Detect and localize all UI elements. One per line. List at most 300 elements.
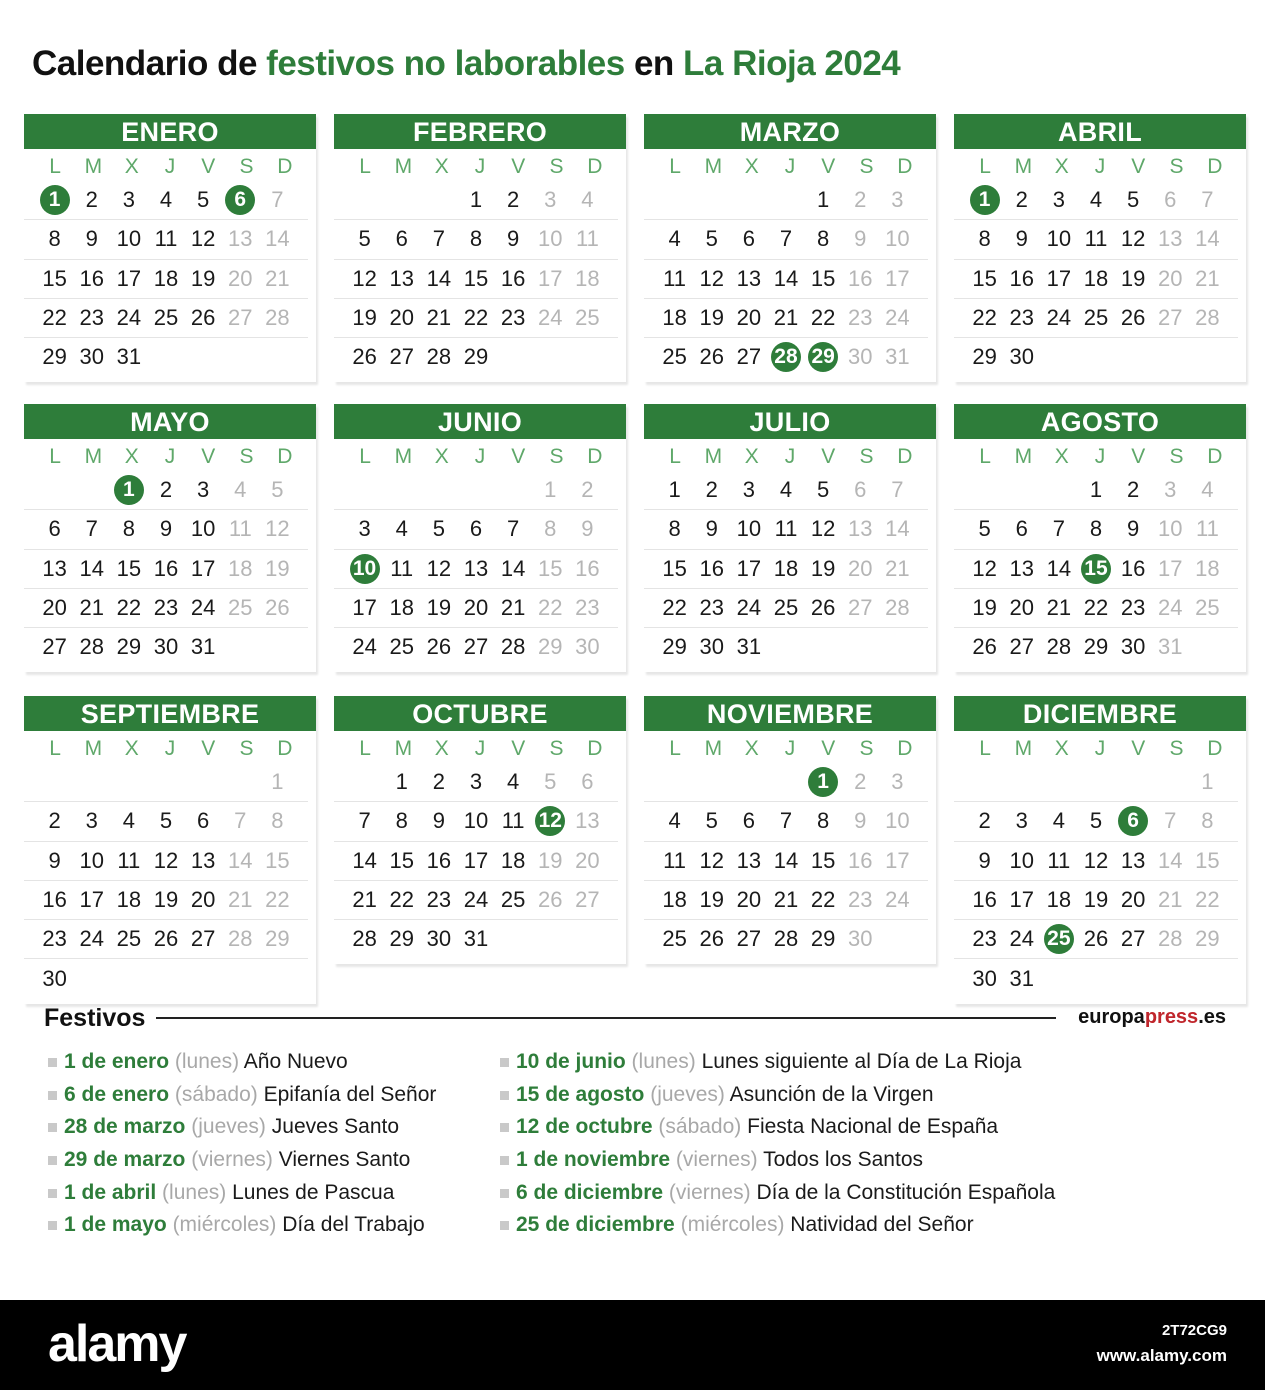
holiday-weekday: (viernes) — [668, 1180, 751, 1204]
week-row — [24, 510, 308, 549]
empty-cell — [1115, 763, 1152, 801]
holiday-name: Natividad del Señor — [790, 1213, 974, 1237]
weekday-header-row — [24, 153, 316, 181]
weekday-label: M — [84, 737, 103, 760]
day-cell: 19 — [190, 265, 216, 291]
day-cell: 20 — [190, 887, 216, 913]
holiday-weekday: (lunes) — [174, 1050, 240, 1073]
day-cell: 5 — [197, 187, 210, 213]
empty-cell — [1077, 338, 1114, 376]
week-row — [24, 589, 308, 628]
holiday-weekday: (jueves) — [650, 1082, 725, 1106]
day-cell: 22 — [972, 305, 997, 331]
day-cell: 4 — [234, 477, 247, 503]
week-row — [334, 802, 618, 841]
week-row — [954, 802, 1238, 841]
day-cell: 21 — [352, 887, 377, 913]
day-cell: 6 — [854, 477, 867, 503]
week-row — [954, 338, 1238, 376]
week-row — [24, 550, 308, 589]
day-cell: 26 — [153, 926, 179, 952]
day-cell: 27 — [736, 926, 762, 952]
section-divider — [156, 1017, 1056, 1019]
holiday-day-cell — [1040, 920, 1077, 958]
day-cell: 3 — [544, 187, 557, 213]
weekday-label: D — [897, 445, 913, 468]
empty-cell — [767, 628, 804, 666]
weekday-header-row — [334, 735, 626, 763]
alamy-logo: alamy — [48, 1315, 186, 1373]
holiday-name: Viernes Santo — [278, 1148, 411, 1172]
weekday-label: M — [84, 155, 103, 178]
day-cell: 5 — [1127, 187, 1140, 213]
weekday-header-row — [954, 443, 1246, 471]
empty-cell — [879, 628, 916, 666]
day-cell: 16 — [1009, 265, 1034, 291]
weekday-label: J — [1094, 155, 1106, 178]
day-cell: 5 — [817, 477, 830, 503]
week-row — [954, 763, 1238, 802]
day-cell: 21 — [1046, 595, 1072, 621]
week-row — [24, 260, 308, 299]
weekday-label: J — [784, 737, 796, 760]
title-part-2: festivos no laborables — [266, 44, 625, 83]
day-cell: 18 — [228, 555, 253, 581]
week-row — [644, 260, 928, 299]
day-cell: 10 — [190, 516, 216, 542]
day-cell: 17 — [1046, 265, 1072, 291]
weekday-label: D — [897, 737, 913, 760]
day-cell: 24 — [736, 595, 762, 621]
day-cell: 18 — [1195, 555, 1220, 581]
day-cell: 31 — [116, 344, 142, 370]
weekday-label: X — [744, 445, 759, 468]
day-cell: 22 — [1083, 595, 1109, 621]
day-cell: 2 — [581, 477, 594, 503]
day-cell: 7 — [432, 226, 445, 252]
month-header: OCTUBRE — [334, 696, 626, 731]
day-cell: 5 — [1089, 808, 1103, 834]
day-cell: 13 — [190, 847, 216, 873]
day-cell: 15 — [42, 265, 67, 291]
weekday-label: S — [239, 737, 254, 760]
holiday-day-cell — [222, 181, 259, 219]
week-row — [334, 181, 618, 220]
holiday-name: Año Nuevo — [243, 1050, 348, 1073]
month-header: JUNIO — [334, 404, 626, 439]
day-cell: 27 — [190, 926, 216, 952]
weekday-label: L — [49, 445, 61, 468]
holiday-name: Asunción de la Virgen — [729, 1082, 934, 1106]
day-cell: 4 — [1089, 187, 1103, 213]
day-cell: 25 — [1083, 305, 1109, 331]
week-row — [954, 181, 1238, 220]
holiday-date: 15 de agosto — [516, 1082, 645, 1106]
weekday-label: V — [511, 737, 526, 760]
week-row — [954, 510, 1238, 549]
empty-cell — [1003, 471, 1040, 509]
empty-cell — [569, 920, 606, 958]
day-cell: 11 — [390, 555, 414, 581]
day-cell: 8 — [469, 226, 483, 252]
holiday-item — [48, 1111, 436, 1144]
holiday-weekday: (sábado) — [658, 1115, 742, 1139]
weekday-header-row — [334, 153, 626, 181]
weekday-label: D — [587, 737, 603, 760]
weekday-label: J — [164, 155, 176, 178]
day-cell: 10 — [1158, 516, 1183, 542]
weekday-label: D — [587, 155, 603, 178]
month-agosto — [954, 404, 1246, 672]
week-row — [334, 471, 618, 510]
day-cell: 28 — [426, 344, 452, 370]
day-cell: 29 — [1083, 634, 1109, 660]
week-row — [954, 920, 1238, 959]
day-cell: 11 — [663, 847, 686, 873]
day-cell: 11 — [228, 516, 252, 542]
day-cell: 19 — [699, 887, 724, 913]
day-cell: 8 — [668, 516, 681, 542]
weekday-label: D — [1207, 445, 1223, 468]
day-cell: 17 — [736, 555, 762, 581]
day-cell: 4 — [779, 477, 793, 503]
day-cell: 15 — [116, 555, 142, 581]
day-cell: 24 — [885, 887, 910, 913]
weekday-label: V — [1131, 155, 1146, 178]
day-cell: 25 — [662, 344, 687, 370]
day-cell: 9 — [978, 847, 991, 873]
empty-cell — [495, 471, 532, 509]
day-cell: 27 — [463, 634, 489, 660]
empty-cell — [532, 920, 569, 958]
day-cell: 2 — [507, 187, 520, 213]
day-cell: 13 — [463, 555, 489, 581]
weekday-label: D — [277, 445, 293, 468]
weekday-label: J — [474, 155, 486, 178]
holiday-date: 1 de noviembre — [516, 1148, 671, 1172]
day-cell: 17 — [885, 265, 910, 291]
empty-cell — [1189, 959, 1226, 997]
day-cell: 10 — [463, 808, 489, 834]
day-cell: 11 — [774, 516, 798, 542]
weekday-label: X — [434, 445, 449, 468]
week-row — [24, 338, 308, 376]
holiday-marker: 28 — [771, 342, 801, 372]
empty-cell — [259, 338, 296, 376]
weekday-label: L — [669, 155, 681, 178]
day-cell: 7 — [1052, 516, 1065, 542]
holiday-item — [500, 1079, 1055, 1112]
week-row — [644, 881, 928, 920]
day-cell: 15 — [972, 265, 997, 291]
day-cell: 30 — [79, 344, 104, 370]
day-cell: 7 — [358, 808, 371, 834]
weekday-label: X — [744, 155, 759, 178]
day-cell: 22 — [116, 595, 142, 621]
day-cell: 20 — [228, 265, 253, 291]
empty-cell — [1040, 959, 1077, 997]
holiday-date: 6 de diciembre — [516, 1180, 664, 1204]
day-cell: 6 — [742, 808, 755, 834]
weekday-label: S — [859, 445, 874, 468]
weekday-label: J — [1094, 445, 1106, 468]
weekday-label: V — [201, 737, 216, 760]
day-cell: 26 — [426, 634, 452, 660]
day-cell: 2 — [159, 477, 173, 503]
day-cell: 21 — [1158, 887, 1183, 913]
day-cell: 27 — [228, 305, 253, 331]
day-cell: 9 — [854, 808, 867, 834]
holiday-day-cell — [532, 802, 569, 840]
holidays-list-right — [500, 1046, 1055, 1242]
day-cell: 26 — [538, 887, 563, 913]
day-cell: 7 — [507, 516, 520, 542]
day-cell: 10 — [736, 516, 762, 542]
day-cell: 12 — [265, 516, 290, 542]
day-cell: 25 — [575, 305, 600, 331]
day-cell: 8 — [544, 516, 557, 542]
day-cell: 29 — [972, 344, 997, 370]
weekday-label: M — [1014, 155, 1033, 178]
day-cell: 4 — [1052, 808, 1065, 834]
month-header: FEBRERO — [334, 114, 626, 149]
day-cell: 27 — [389, 344, 414, 370]
day-cell: 28 — [1046, 634, 1072, 660]
day-cell: 3 — [891, 187, 904, 213]
empty-cell — [420, 181, 457, 219]
day-cell: 11 — [663, 265, 686, 291]
day-cell: 26 — [810, 595, 836, 621]
day-cell: 4 — [581, 187, 594, 213]
empty-cell — [693, 763, 730, 801]
weekday-label: X — [124, 445, 139, 468]
day-cell: 20 — [389, 305, 414, 331]
day-cell: 15 — [810, 847, 836, 873]
day-cell: 20 — [736, 305, 762, 331]
day-cell: 20 — [1009, 595, 1034, 621]
month-octubre — [334, 696, 626, 964]
day-cell: 23 — [42, 926, 67, 952]
weekday-header-row — [334, 443, 626, 471]
holiday-date: 1 de abril — [64, 1180, 157, 1204]
week-row — [334, 338, 618, 376]
holiday-name: Lunes siguiente al Día de La Rioja — [701, 1050, 1022, 1073]
day-cell: 22 — [538, 595, 563, 621]
weekday-label: L — [49, 155, 61, 178]
day-cell: 19 — [426, 595, 452, 621]
holiday-day-cell — [805, 338, 842, 376]
day-cell: 2 — [1127, 477, 1140, 503]
month-header: MAYO — [24, 404, 316, 439]
holiday-item — [500, 1177, 1055, 1210]
empty-cell — [805, 628, 842, 666]
empty-cell — [185, 338, 222, 376]
day-cell: 17 — [538, 265, 563, 291]
day-cell: 4 — [122, 808, 135, 834]
month-header: ABRIL — [954, 114, 1246, 149]
holiday-date: 25 de diciembre — [516, 1213, 675, 1237]
week-row — [954, 220, 1238, 259]
day-cell: 14 — [265, 226, 290, 252]
day-cell: 31 — [1009, 965, 1034, 991]
bullet-square-icon — [500, 1123, 509, 1132]
day-cell: 18 — [662, 305, 687, 331]
week-row — [334, 628, 618, 666]
holiday-item — [500, 1209, 1055, 1242]
empty-cell — [259, 628, 296, 666]
week-row — [334, 220, 618, 259]
week-row — [24, 220, 308, 259]
bullet-square-icon — [500, 1091, 509, 1100]
day-cell: 6 — [1015, 516, 1028, 542]
weekday-label: X — [1054, 737, 1069, 760]
day-cell: 24 — [538, 305, 563, 331]
empty-cell — [966, 471, 1003, 509]
weekday-label: X — [1054, 445, 1069, 468]
day-cell: 21 — [426, 305, 452, 331]
day-cell: 17 — [1158, 555, 1183, 581]
bullet-square-icon — [500, 1221, 509, 1230]
day-cell: 24 — [79, 926, 104, 952]
day-cell: 29 — [389, 926, 414, 952]
empty-cell — [383, 471, 420, 509]
holiday-item — [48, 1046, 436, 1079]
week-row — [644, 550, 928, 589]
weekday-label: L — [979, 155, 991, 178]
week-row — [954, 299, 1238, 338]
holiday-weekday: (viernes) — [191, 1148, 273, 1172]
day-cell: 3 — [742, 477, 755, 503]
image-id: 2T72CG9 — [1161, 1322, 1227, 1339]
bullet-square-icon — [500, 1058, 509, 1067]
bullet-square-icon — [48, 1156, 57, 1165]
day-cell: 22 — [42, 305, 67, 331]
month-header: ENERO — [24, 114, 316, 149]
day-cell: 16 — [500, 265, 526, 291]
month-header: AGOSTO — [954, 404, 1246, 439]
month-mayo — [24, 404, 316, 672]
day-cell: 10 — [885, 226, 910, 252]
day-cell: 30 — [848, 926, 873, 952]
empty-cell — [346, 181, 383, 219]
day-cell: 10 — [885, 808, 910, 834]
holiday-name: Epifanía del Señor — [263, 1082, 437, 1106]
day-cell: 12 — [1083, 847, 1109, 873]
weekday-label: X — [434, 155, 449, 178]
holiday-marker: 12 — [535, 806, 565, 836]
week-row — [24, 471, 308, 510]
day-cell: 18 — [116, 887, 142, 913]
day-cell: 28 — [1158, 926, 1183, 952]
week-row — [24, 842, 308, 881]
weekday-label: J — [164, 445, 176, 468]
day-cell: 8 — [122, 516, 135, 542]
day-cell: 5 — [159, 808, 173, 834]
day-cell: 5 — [358, 226, 371, 252]
day-cell: 13 — [736, 847, 762, 873]
weekday-label: J — [474, 445, 486, 468]
day-cell: 30 — [1009, 344, 1034, 370]
day-cell: 12 — [153, 847, 179, 873]
day-cell: 4 — [507, 769, 520, 795]
week-row — [644, 220, 928, 259]
holiday-date: 29 de marzo — [64, 1148, 186, 1172]
month-header: JULIO — [644, 404, 936, 439]
day-cell: 28 — [500, 634, 526, 660]
day-cell: 18 — [575, 265, 600, 291]
day-cell: 20 — [575, 847, 600, 873]
day-cell: 20 — [463, 595, 489, 621]
day-cell: 27 — [736, 344, 762, 370]
holiday-marker: 1 — [808, 767, 838, 797]
day-cell: 4 — [395, 516, 408, 542]
day-cell: 17 — [79, 887, 104, 913]
day-cell: 29 — [116, 634, 142, 660]
day-cell: 12 — [352, 265, 377, 291]
empty-cell — [222, 338, 259, 376]
day-cell: 2 — [705, 477, 718, 503]
day-cell: 29 — [1195, 926, 1220, 952]
day-cell: 3 — [1052, 187, 1065, 213]
day-cell: 19 — [352, 305, 377, 331]
day-cell: 12 — [190, 226, 216, 252]
day-cell: 1 — [271, 769, 284, 795]
day-cell: 12 — [972, 555, 997, 581]
day-cell: 19 — [972, 595, 997, 621]
day-cell: 16 — [848, 847, 873, 873]
day-cell: 7 — [891, 477, 904, 503]
weekday-label: X — [1054, 155, 1069, 178]
week-row — [954, 959, 1238, 997]
day-cell: 23 — [79, 305, 104, 331]
week-row — [334, 510, 618, 549]
weekday-label: M — [704, 155, 723, 178]
day-cell: 21 — [1195, 265, 1220, 291]
week-row — [334, 881, 618, 920]
day-cell: 18 — [1083, 265, 1109, 291]
day-cell: 29 — [463, 344, 489, 370]
weekday-label: M — [1014, 445, 1033, 468]
day-cell: 17 — [190, 555, 216, 581]
holiday-date: 28 de marzo — [64, 1115, 186, 1139]
day-cell: 4 — [668, 226, 681, 252]
day-cell: 8 — [1089, 516, 1103, 542]
week-row — [24, 763, 308, 802]
empty-cell — [966, 763, 1003, 801]
holiday-weekday: (lunes) — [162, 1180, 227, 1204]
month-header: DICIEMBRE — [954, 696, 1246, 731]
holiday-marker: 1 — [970, 185, 1000, 215]
empty-cell — [185, 959, 222, 997]
day-cell: 26 — [972, 634, 997, 660]
day-cell: 21 — [265, 265, 290, 291]
day-cell: 12 — [426, 555, 452, 581]
day-cell: 12 — [810, 516, 836, 542]
empty-cell — [1115, 338, 1152, 376]
weekday-label: V — [821, 737, 836, 760]
week-row — [334, 920, 618, 958]
day-cell: 7 — [85, 516, 98, 542]
day-cell: 26 — [1120, 305, 1146, 331]
weekday-label: X — [124, 155, 139, 178]
empty-cell — [1189, 628, 1226, 666]
week-row — [644, 628, 928, 666]
week-row — [24, 628, 308, 666]
day-cell: 18 — [500, 847, 526, 873]
holiday-name: Jueves Santo — [271, 1115, 400, 1139]
day-cell: 2 — [854, 187, 867, 213]
day-cell: 28 — [228, 926, 253, 952]
